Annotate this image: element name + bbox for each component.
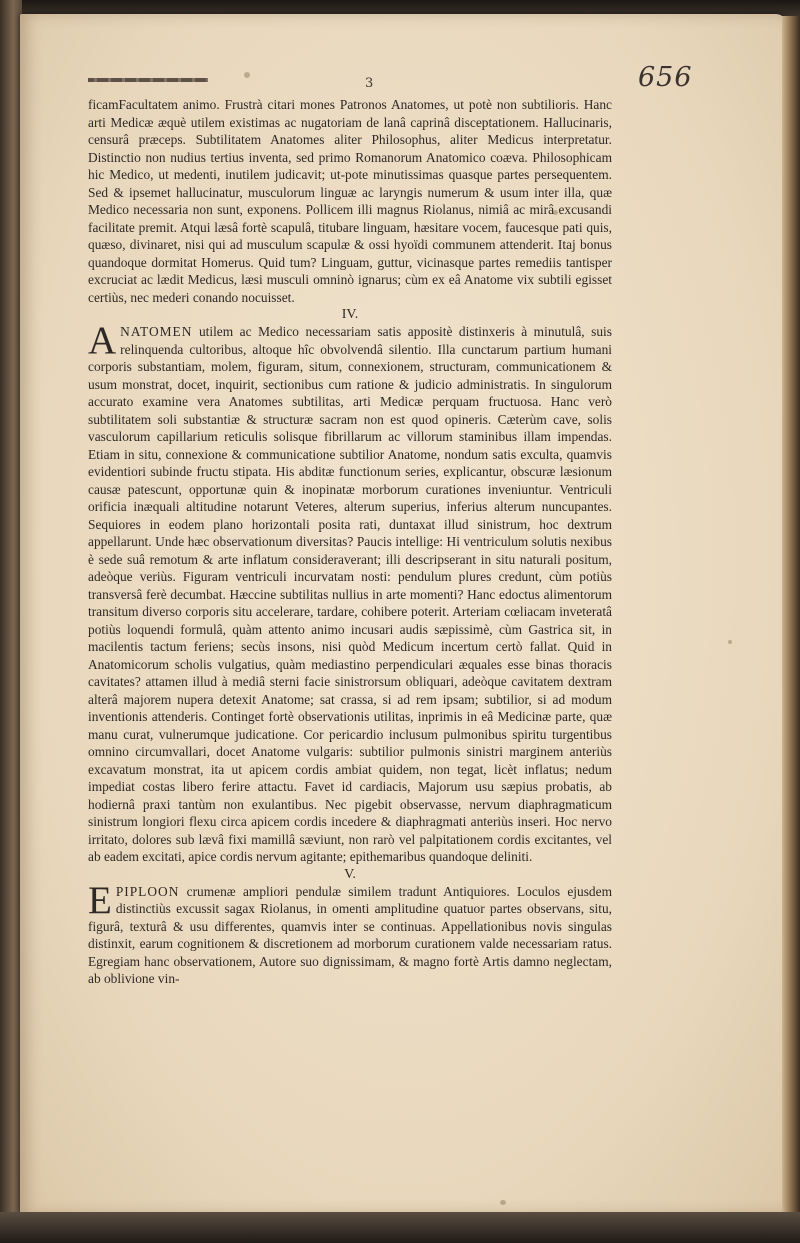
book-binding bbox=[0, 0, 22, 1243]
lead-word-epiploon: PIPLOON bbox=[115, 883, 180, 899]
foxing-spot bbox=[244, 72, 250, 78]
section-heading-iv: IV. bbox=[341, 307, 359, 322]
signature-mark: 3 bbox=[365, 76, 374, 91]
paragraph-anatomen bbox=[88, 319, 612, 866]
bottom-shadow-band bbox=[0, 1212, 800, 1243]
paragraph-epiploon bbox=[88, 878, 612, 988]
foxing-spot bbox=[500, 1200, 506, 1205]
foxing-spot bbox=[728, 640, 732, 644]
paragraph-continuation: ficamFacultatem animo. Frustrà citari mones Patronos Anatomes, ut potè non subtilioris. Hanc arti Medicæ æquè utilem existimas ac nugatoriam de lanâ caprinâ disceptationem. Hallucinaris, censurâ præceps. Subtilitatem Anatomes aliter Philosophus, aliter Medicus interpretatur. Distinctio non nudius tertius inventa, sed primo Romanorum Anatomico coæva. Philosophicam hic Medico, ut medenti, inutilem judicavit; ut-pote minutissimas quasque partes persequentem. Sed & ipsemet hallucinatur, musculorum linguæ ac laryngis numerum & usum inter illa, quæ Medico necessaria non sunt, exponens. Pollicem illi magnus Riolanus, nimiâ ac mirâ excusandi facilitate premit. Atqui læsâ fortè scapulâ, titubare linguam, hæsitare vocem, faucesque pati quis, quæso, divinaret, nisi qui ad musculum scapulæ & ossi hyoïdi communem attenderit. Itaj bonus quandoque dormitat Homerus. Quid tum? Linguam, guttur, vicinasque partes remediis tantisper excruciat ac lædit Medicus, læsi musculi omninò ignarus; cùm ex eâ Anatome vix subtili egisset certiùs, nec mederi conando nocuisset. bbox=[88, 97, 612, 305]
dropcap-e: E bbox=[88, 878, 112, 922]
body-text bbox=[88, 96, 612, 988]
paragraph-epiploon-text: crumenæ ampliori pendulæ similem tradunt Antiquiores. Loculos ejusdem distinctiùs excussit sagax Riolanus, in omenti amplitudine quatuor partes observans, situ, figurâ, texturâ & usu differentes, quamvis inter se continuas. Appellationibus novis singulas distinxit, earum cognitionem & discretionem ad morborum curationem valde necessariam ratus. Egregiam hanc observationem, Autore suo dignissimam, & magno fortè Artis damno neglectam, ab oblivione vin- bbox=[88, 883, 612, 986]
section-heading-v: V. bbox=[344, 866, 356, 882]
header-ornament-rule bbox=[88, 78, 208, 82]
lead-word-anatomen: NATOMEN bbox=[120, 324, 193, 339]
page-edge bbox=[782, 16, 800, 1216]
folio-number: 656 bbox=[638, 62, 693, 93]
dropcap-a: A bbox=[88, 319, 117, 362]
paragraph-anatomen-text: utilem ac Medico necessariam satis appositè distinxeris à minutulâ, suis relinquenda cultoribus, altoque hîc obvolvendâ silentio. Illa cunctarum partium humani corporis substantiam, molem, figuram, situm, connexionem, structuram, communicationem & usum monstrat, docet, inquirit, sectionibus cum ratione & judicio administratis. In singulorum accurato examine vera Anatomes subtilitas, arti Medicæ perquam fructuosa. Hanc verò subtilitatem soli substantiæ & structuræ sacram non est quod opineris. Cæterùm cave, solis vasculorum capillarium reticulis solisque fibrillarum ac villorum staminibus illam impendas. Etiam in situ, connexione & communicatione subtilior Anatome, nondum satis exculta, quamvis evidentiori subinde fructu stipata. His abditæ functionum series, explicantur, obscuræ læsionum causæ patescunt, opportunæ quin & inopinatæ morborum curationes inveniuntur. Ventriculi orificia inæquali altitudine notarunt Veteres, alterum superius, inferius alterum nuncupantes. Sequiores in eodem plano horizontali posita rati, duntaxat illud sinistrum, hoc dextrum appellarunt. Unde hæc observationum diversitas? Paucis intellige: Hi ventriculum solutis nexibus è sede suâ remotum & arte inflatum consideraverant; illi descripserant in situ naturali positum, adeòque veriùs. Figuram ventriculi incurvatam nosti: pendulum plures credunt, cùm potiùs transversâ ferè decumbat. Hæccine subtilitas nullius in arte momenti? Hanc edoctus alimentorum transitum diverso corporis situ accelerare, tardare, cohibere poterit. Arteriam cœliacam inveteratâ potiùs loquendi formulâ, quàm attento animo incusari audis sæpissimè, cùm Gastrica sit, in macilentis tactum feriens; secùs insons, nisi quòd Medicum incertum certò fallat. Quid in Anatomicorum scholis vulgatius, quàm mediastino perpendiculari æquales esse binas thoracis cavitates? attamen illud à mediâ sterni facie sinistrorsum obliquari, adeòque cavitatem dextram alterâ majorem nupera detexit Anatome; sat crassa, si ad rem ipsam; subtilior, si ad modum inventionis attenderis. Continget fortè observationis utilitas, inprimis in eâ Medicinæ parte, quæ manu curat, vulnerumque judicatione. Cor pericardio inclusum pulmonibus spiritu turgentibus omnino circumvallari, docet Anatome vulgaris: subtilior pulmonis sinistri marginem anteriùs excavatum monstrat, ita ut apicem cordis ambiat quidem, non tegat, licèt inflatus; nedum impediat costas libero ferire attactu. Favet id cardiacis, Majorum usu sæpius probatis, ab hodiernâ praxi tantùm non exulantibus. Nec pigebit observasse, nervum diaphragmaticum sinistrum longiori flexu circa apicem cordis incedere & diaphragmati anteriùs inseri. Hoc nervo irritato, dolores sub lævâ fixi mamillâ sæviunt, non rarò vel palpitationem cordis excitantes, vel ab eadem excitati, apice cordis nervum agitante; epithemaribus quandoque deliniti. bbox=[88, 324, 612, 864]
